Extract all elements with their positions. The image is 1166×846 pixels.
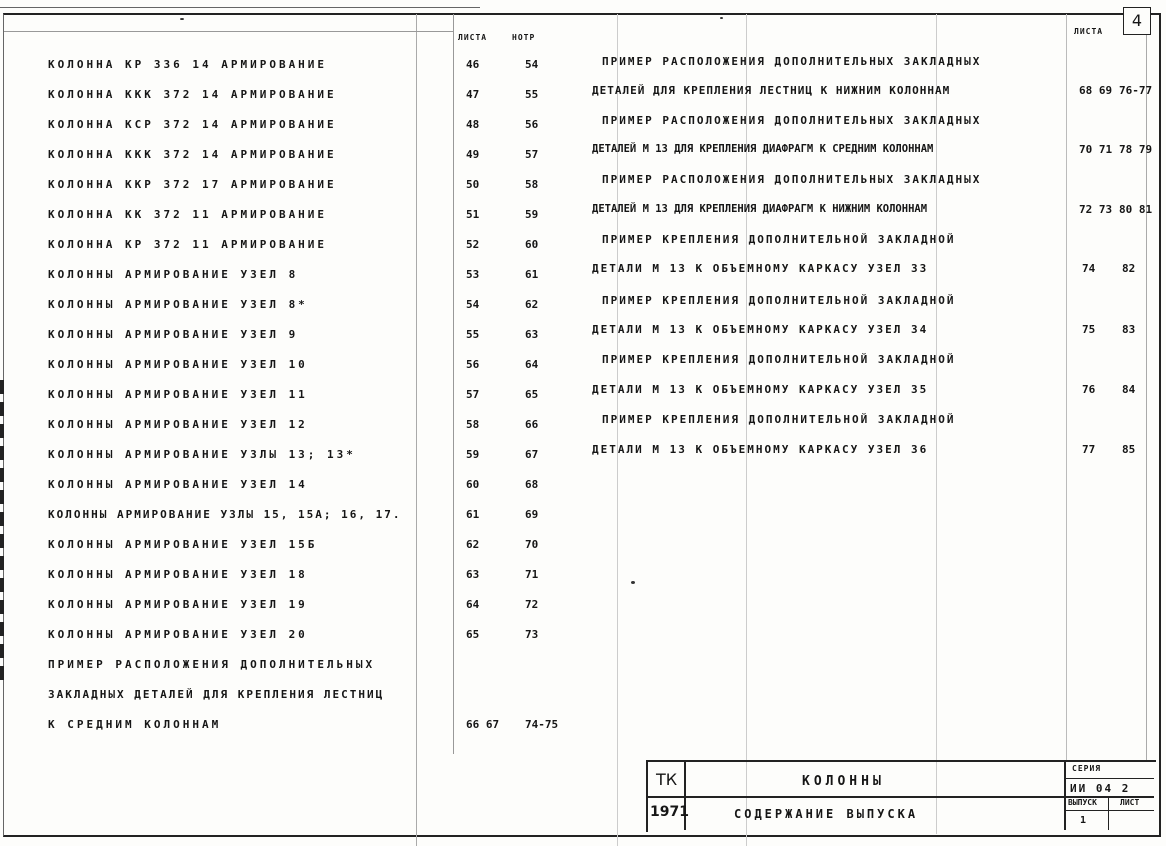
list-item: ДЕТАЛИ М 13 К ОБЪЕМНОМУ КАРКАСУ УЗЕЛ 34: [592, 323, 929, 336]
list-item: КОЛОННЫ АРМИРОВАНИЕ УЗЛЫ 15, 15А; 16, 17.: [48, 508, 402, 521]
list-item: ДЕТАЛЕЙ М 13 ДЛЯ КРЕПЛЕНИЯ ДИАФРАГМ К НИЖНИМ КОЛОННАМ: [592, 203, 928, 215]
scan-line: [1146, 14, 1147, 760]
note-number: 56: [525, 118, 539, 131]
sheet-number: 56: [466, 358, 480, 371]
list-item: ДЕТАЛИ М 13 К ОБЪЕМНОМУ КАРКАСУ УЗЕЛ 36: [592, 443, 929, 456]
sheet-number: 75: [1082, 323, 1096, 336]
sheet-number: 63: [466, 568, 480, 581]
binding-mark: [0, 380, 4, 680]
note-number: 73: [525, 628, 539, 641]
scan-speck: [720, 17, 723, 19]
page-number: 4: [1123, 7, 1151, 35]
scan-line: [746, 14, 747, 846]
left-col-sheets-header: ЛИСТА: [458, 33, 488, 42]
page-label: ЛИСТА: [1074, 27, 1104, 36]
note-number: 65: [525, 388, 539, 401]
note-number: 67: [525, 448, 539, 461]
list-item: ПРИМЕР КРЕПЛЕНИЯ ДОПОЛНИТЕЛЬНОЙ ЗАКЛАДНОЙ: [602, 353, 956, 366]
list-item: КОЛОННЫ АРМИРОВАНИЕ УЗЕЛ 8: [48, 268, 299, 281]
sheet-number: 52: [466, 238, 480, 251]
list-item: КОЛОННЫ АРМИРОВАНИЕ УЗЕЛ 11: [48, 388, 308, 401]
note-number: 83: [1122, 323, 1136, 336]
list-item: КОЛОННА КР 372 11 АРМИРОВАНИЕ: [48, 238, 328, 251]
column-divider: [453, 14, 454, 754]
sheet-number: 66 67: [466, 718, 500, 731]
stamp-series-divider: [1064, 778, 1154, 779]
stamp-title: КОЛОННЫ: [802, 774, 885, 789]
sheet-number: 65: [466, 628, 480, 641]
note-number: 74-75: [525, 718, 559, 731]
scan-speck: [631, 581, 635, 584]
sheet-number: 59: [466, 448, 480, 461]
scan-line: [617, 14, 618, 846]
note-number: 68: [525, 478, 539, 491]
stamp-year: 1971: [650, 804, 689, 820]
note-number: 82: [1122, 262, 1136, 275]
note-number: 64: [525, 358, 539, 371]
list-item: ПРИМЕР РАСПОЛОЖЕНИЯ ДОПОЛНИТЕЛЬНЫХ ЗАКЛАДНЫХ: [602, 173, 982, 186]
stamp-subtitle: СОДЕРЖАНИЕ ВЫПУСКА: [734, 807, 919, 821]
note-number: 71: [525, 568, 539, 581]
note-number: 66: [525, 418, 539, 431]
note-number: 55: [525, 88, 539, 101]
sheet-number: 57: [466, 388, 480, 401]
note-number: 78 79: [1119, 143, 1153, 156]
sheet-number: 58: [466, 418, 480, 431]
sheet-number: 51: [466, 208, 480, 221]
note-number: 58: [525, 178, 539, 191]
list-item: КОЛОННА ККК 372 14 АРМИРОВАНИЕ: [48, 88, 337, 101]
sheet-number: 60: [466, 478, 480, 491]
stamp-issue-divider: [1064, 810, 1154, 811]
list-item: ДЕТАЛЕЙ М 13 ДЛЯ КРЕПЛЕНИЯ ДИАФРАГМ К СРЕДНИМ КОЛОННАМ: [592, 143, 934, 155]
note-number: 61: [525, 268, 539, 281]
list-item: ПРИМЕР КРЕПЛЕНИЯ ДОПОЛНИТЕЛЬНОЙ ЗАКЛАДНОЙ: [602, 413, 956, 426]
sheet-number: 53: [466, 268, 480, 281]
list-item: КОЛОННЫ АРМИРОВАНИЕ УЗЛЫ 13; 13*: [48, 448, 356, 461]
stamp-right-divider: [1064, 762, 1066, 830]
sheet-number: 76: [1082, 383, 1096, 396]
list-item: ПРИМЕР КРЕПЛЕНИЯ ДОПОЛНИТЕЛЬНОЙ ЗАКЛАДНОЙ: [602, 294, 956, 307]
issue-value: 1: [1080, 815, 1087, 826]
note-number: 80 81: [1119, 203, 1153, 216]
sheet-number: 70 71: [1079, 143, 1113, 156]
list-item: ПРИМЕР РАСПОЛОЖЕНИЯ ДОПОЛНИТЕЛЬНЫХ ЗАКЛАДНЫХ: [602, 55, 982, 68]
note-number: 54: [525, 58, 539, 71]
sheet-number: 64: [466, 598, 480, 611]
list-item: КОЛОННЫ АРМИРОВАНИЕ УЗЕЛ 15Б: [48, 538, 318, 551]
left-col-notes-header: НОТР: [512, 33, 536, 42]
sheet-number: 77: [1082, 443, 1096, 456]
title-block: [646, 760, 1156, 832]
stamp-sheet-divider: [1108, 796, 1109, 830]
series-value: ИИ 04 2: [1070, 782, 1131, 795]
list-item: ЗАКЛАДНЫХ ДЕТАЛЕЙ ДЛЯ КРЕПЛЕНИЯ ЛЕСТНИЦ: [48, 688, 385, 701]
header-line: [4, 31, 454, 32]
list-item: ДЕТАЛЕЙ ДЛЯ КРЕПЛЕНИЯ ЛЕСТНИЦ К НИЖНИМ КОЛОННАМ: [592, 84, 951, 97]
list-item: ДЕТАЛИ М 13 К ОБЪЕМНОМУ КАРКАСУ УЗЕЛ 33: [592, 262, 929, 275]
sheet-number: 55: [466, 328, 480, 341]
note-number: 59: [525, 208, 539, 221]
issue-label: ВЫПУСК: [1068, 798, 1097, 807]
list-item: ПРИМЕР КРЕПЛЕНИЯ ДОПОЛНИТЕЛЬНОЙ ЗАКЛАДНОЙ: [602, 233, 956, 246]
note-number: 69: [525, 508, 539, 521]
list-item: ПРИМЕР РАСПОЛОЖЕНИЯ ДОПОЛНИТЕЛЬНЫХ ЗАКЛАДНЫХ: [602, 114, 982, 127]
list-item: ПРИМЕР РАСПОЛОЖЕНИЯ ДОПОЛНИТЕЛЬНЫХ: [48, 658, 376, 671]
list-item: КОЛОННА ККР 372 17 АРМИРОВАНИЕ: [48, 178, 337, 191]
list-item: КОЛОННЫ АРМИРОВАНИЕ УЗЕЛ 20: [48, 628, 308, 641]
note-number: 63: [525, 328, 539, 341]
list-item: КОЛОННЫ АРМИРОВАНИЕ УЗЕЛ 18: [48, 568, 308, 581]
note-number: 72: [525, 598, 539, 611]
sheet-number: 68 69: [1079, 84, 1113, 97]
list-item: КОЛОННЫ АРМИРОВАНИЕ УЗЕЛ 12: [48, 418, 308, 431]
list-item: КОЛОННА ККК 372 14 АРМИРОВАНИЕ: [48, 148, 337, 161]
note-number: 57: [525, 148, 539, 161]
sheet-number: 50: [466, 178, 480, 191]
list-item: К СРЕДНИМ КОЛОННАМ: [48, 718, 222, 731]
sheet-number: 72 73: [1079, 203, 1113, 216]
sheet-label: ЛИСТ: [1120, 798, 1140, 807]
note-number: 84: [1122, 383, 1136, 396]
scan-line: [416, 14, 417, 846]
list-item: КОЛОННЫ АРМИРОВАНИЕ УЗЕЛ 9: [48, 328, 299, 341]
list-item: ДЕТАЛИ М 13 К ОБЪЕМНОМУ КАРКАСУ УЗЕЛ 35: [592, 383, 929, 396]
sheet-number: 47: [466, 88, 480, 101]
note-number: 62: [525, 298, 539, 311]
sheet-number: 46: [466, 58, 480, 71]
list-item: КОЛОННЫ АРМИРОВАНИЕ УЗЕЛ 19: [48, 598, 308, 611]
sheet-number: 49: [466, 148, 480, 161]
note-number: 60: [525, 238, 539, 251]
sheet-number: 48: [466, 118, 480, 131]
note-number: 70: [525, 538, 539, 551]
series-label: СЕРИЯ: [1072, 764, 1102, 773]
scan-speck: [180, 18, 184, 20]
note-number: 85: [1122, 443, 1136, 456]
list-item: КОЛОННЫ АРМИРОВАНИЕ УЗЕЛ 8*: [48, 298, 308, 311]
list-item: КОЛОННА КСР 372 14 АРМИРОВАНИЕ: [48, 118, 337, 131]
sheet-number: 61: [466, 508, 480, 521]
note-number: 76-77: [1119, 84, 1153, 97]
stamp-code: ТК: [656, 770, 678, 789]
list-item: КОЛОННА КР 336 14 АРМИРОВАНИЕ: [48, 58, 328, 71]
top-edge: [0, 7, 480, 8]
list-item: КОЛОННА КК 372 11 АРМИРОВАНИЕ: [48, 208, 328, 221]
sheet-number: 62: [466, 538, 480, 551]
list-item: КОЛОННЫ АРМИРОВАНИЕ УЗЕЛ 10: [48, 358, 308, 371]
sheet-number: 74: [1082, 262, 1096, 275]
list-item: КОЛОННЫ АРМИРОВАНИЕ УЗЕЛ 14: [48, 478, 308, 491]
sheet-number: 54: [466, 298, 480, 311]
scan-line: [1066, 14, 1067, 760]
